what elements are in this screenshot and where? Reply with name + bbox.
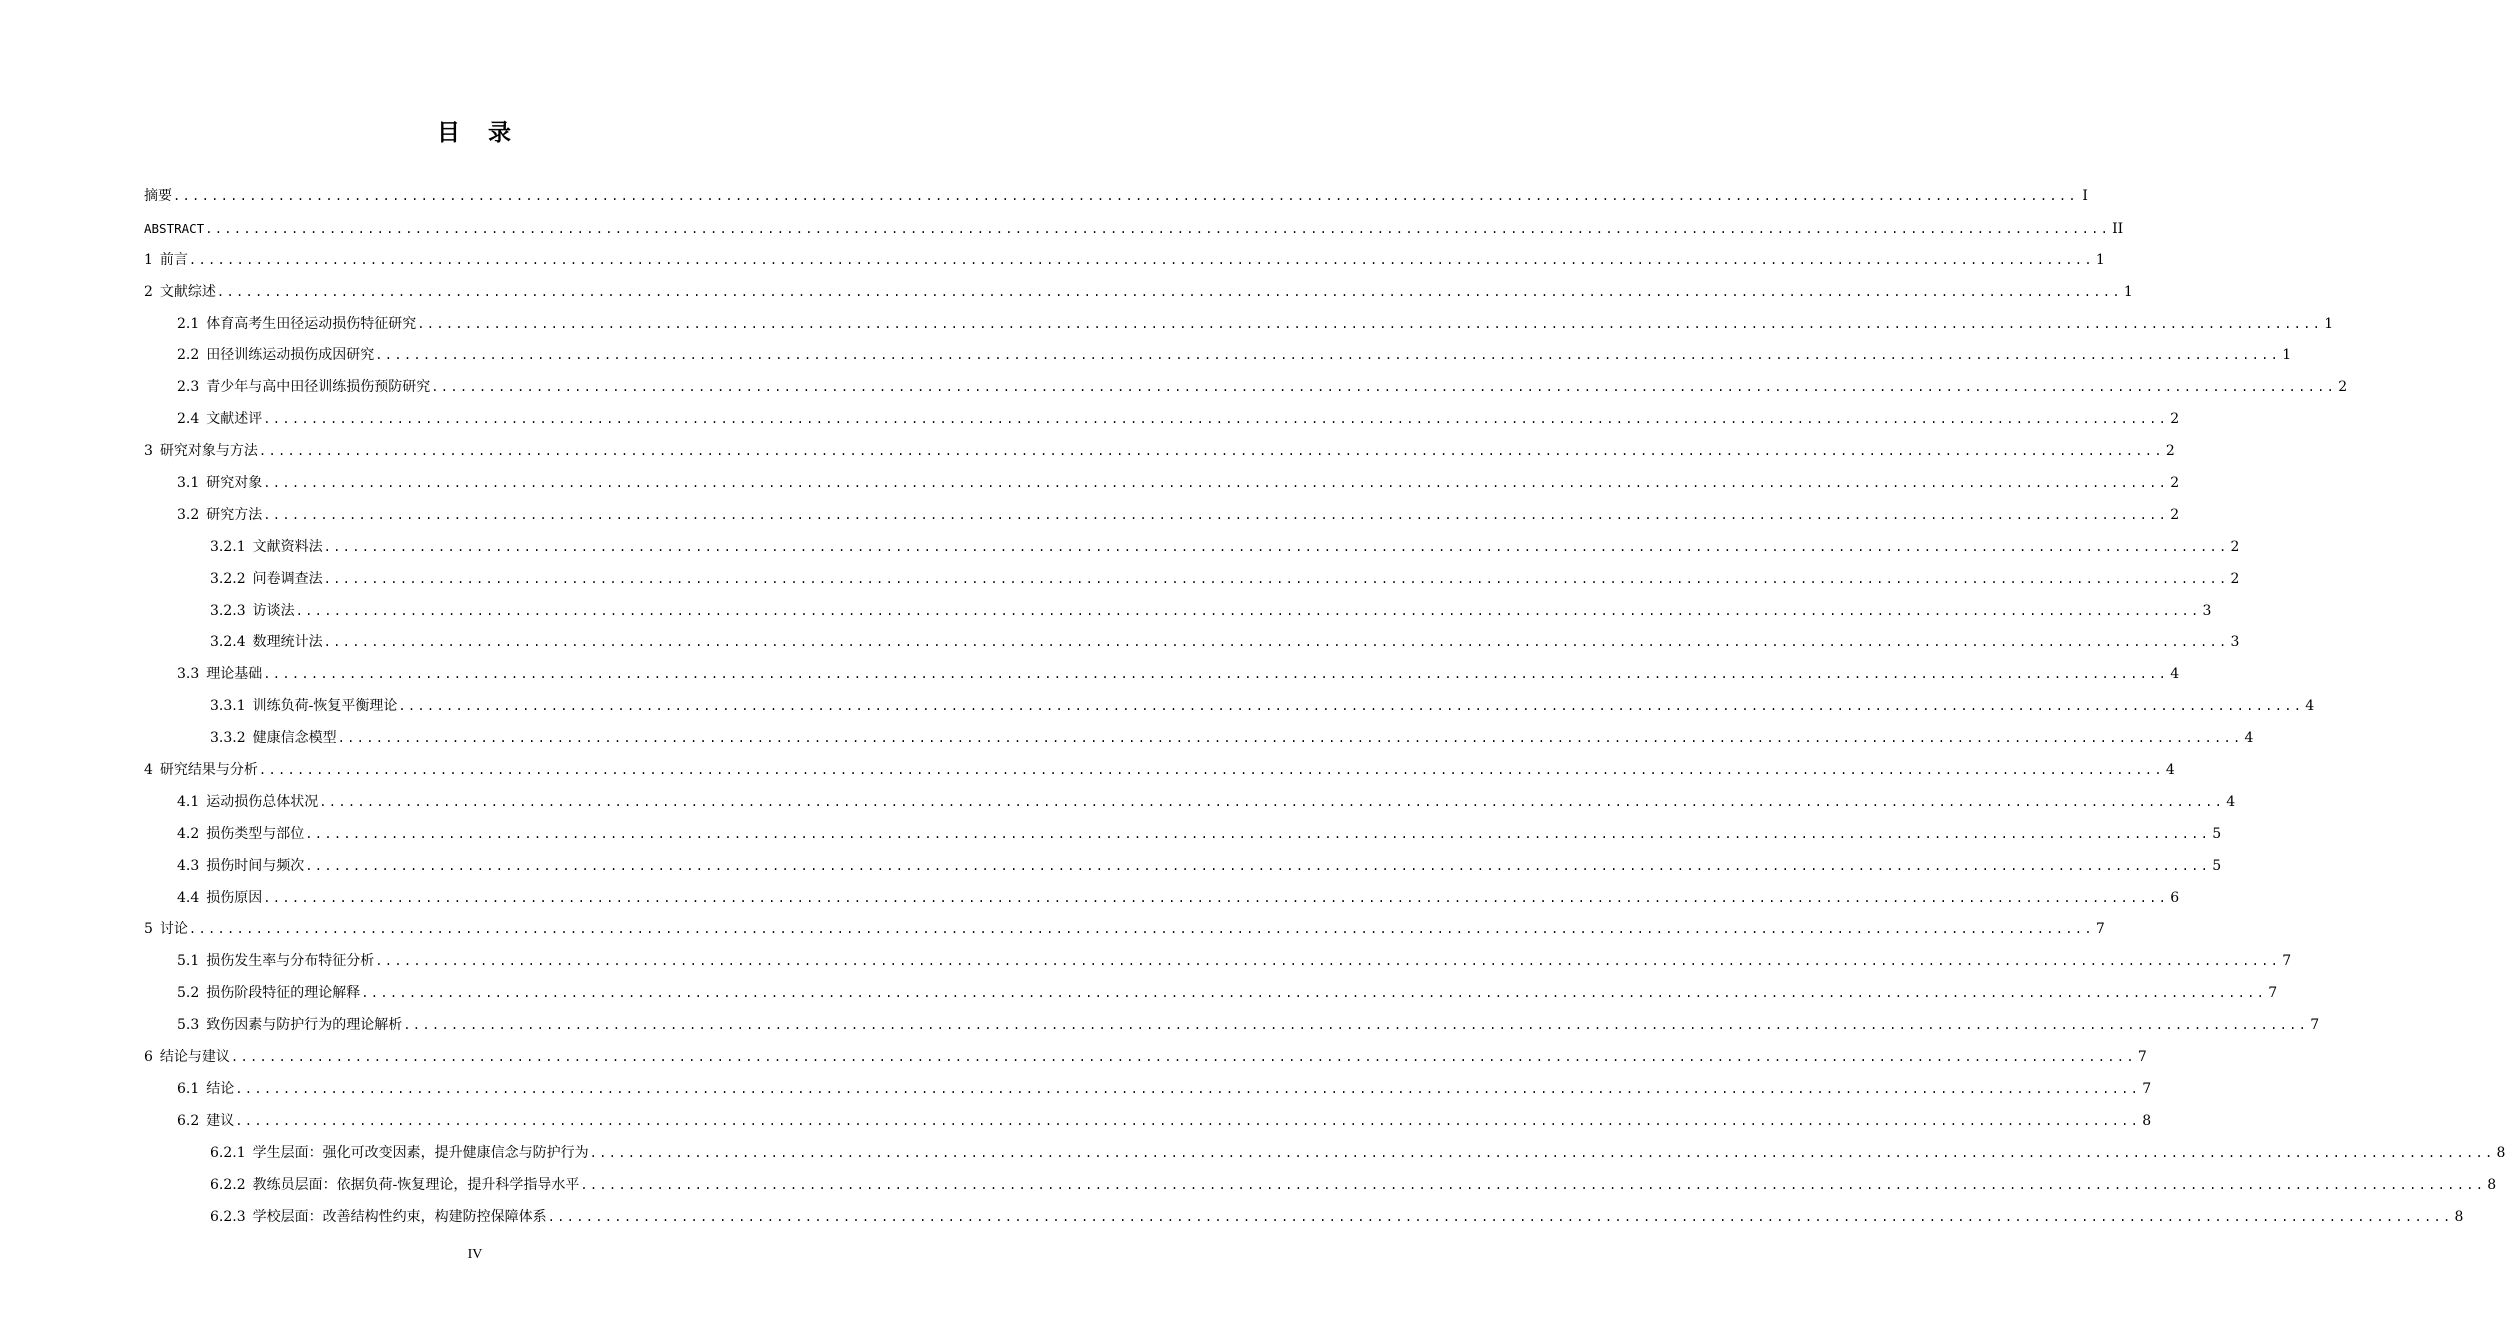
toc-dot-leader: ........................................................................................................................................................................................................ (337, 731, 2243, 746)
toc-entry-title: 损伤类型与部位 (206, 825, 305, 842)
toc-entry[interactable] (144, 564, 2240, 596)
toc-entry[interactable] (144, 1010, 2320, 1042)
toc-entry[interactable] (144, 468, 2180, 500)
toc-dot-leader: ........................................................................................................................................................................................................ (188, 252, 2094, 267)
toc-entry[interactable] (144, 436, 2175, 468)
toc-entry[interactable] (144, 1170, 2497, 1202)
toc-entry-title: 文献综述 (159, 283, 216, 300)
toc-entry[interactable] (144, 883, 2180, 915)
toc-entry-page: 3 (2230, 634, 2240, 651)
toc-entry-page: 2 (2170, 411, 2180, 428)
toc-entry-page: 1 (2123, 283, 2133, 300)
toc-dot-leader: ........................................................................................................................................................................................................ (235, 1113, 2141, 1128)
toc-dot-leader: ........................................................................................................................................................................................................ (580, 1177, 2486, 1192)
toc-entry-page: 1 (2324, 315, 2334, 332)
toc-entry-page: 8 (2142, 1112, 2152, 1129)
toc-entry-title: 青少年与高中田径训练损伤预防研究 (206, 379, 431, 396)
toc-entry-page: 8 (2487, 1176, 2497, 1193)
toc-dot-leader: ........................................................................................................................................................................................................ (589, 1145, 2495, 1160)
toc-entry-number: 2.4 (177, 411, 200, 428)
toc-entry[interactable] (144, 787, 2236, 819)
toc-entry[interactable] (144, 277, 2133, 309)
toc-entry[interactable] (144, 914, 2105, 946)
toc-dot-leader: ........................................................................................................................................................................................................ (263, 412, 2169, 427)
toc-entry-number: 2 (144, 283, 153, 300)
toc-dot-leader: ........................................................................................................................................................................................................ (263, 667, 2169, 682)
toc-entry-number: 4.3 (177, 857, 200, 874)
toc-dot-leader: ........................................................................................................................................................................................................ (375, 954, 2281, 969)
toc-entry[interactable] (144, 372, 2348, 404)
toc-entry-number: 3.3.1 (210, 698, 246, 715)
toc-entry-number: 3.2.4 (210, 634, 246, 651)
toc-entry-page: 3 (2202, 602, 2212, 619)
toc-entry[interactable] (144, 213, 2124, 245)
toc-entry-number: 5.3 (177, 1017, 200, 1034)
toc-entry-number: 3.2.2 (210, 570, 246, 587)
page-title-char-2: 录 (488, 120, 513, 146)
toc-entry-title: 文献资料法 (252, 538, 323, 555)
toc-entry-title: 训练负荷-恢复平衡理论 (252, 698, 398, 715)
toc-entry-title: 访谈法 (252, 602, 295, 619)
toc-entry[interactable] (144, 723, 2254, 755)
toc-entry-title: 研究方法 (206, 506, 263, 523)
toc-entry-page: 4 (2170, 666, 2180, 683)
toc-entry-page: 4 (2165, 762, 2175, 779)
toc-dot-leader: ........................................................................................................................................................................................................ (216, 284, 2122, 299)
toc-entry[interactable] (144, 245, 2105, 277)
toc-dot-leader: ........................................................................................................................................................................................................ (323, 571, 2229, 586)
toc-entry-page: 7 (2137, 1049, 2147, 1066)
toc-entry-number: 3.2.3 (210, 602, 246, 619)
toc-entry-number: 4.1 (177, 793, 200, 810)
toc-entry[interactable] (144, 309, 2334, 341)
toc-entry-number: 1 (144, 251, 153, 268)
toc-dot-leader: ........................................................................................................................................................................................................ (263, 476, 2169, 491)
toc-dot-leader: ........................................................................................................................................................................................................ (319, 794, 2225, 809)
toc-entry-page: 4 (2305, 698, 2315, 715)
toc-dot-leader: ........................................................................................................................................................................................................ (417, 316, 2323, 331)
toc-entry-title: 研究结果与分析 (159, 762, 258, 779)
toc-dot-leader: ........................................................................................................................................................................................................ (375, 348, 2281, 363)
toc-entry[interactable] (144, 659, 2180, 691)
toc-entry-title: 文献述评 (206, 411, 263, 428)
toc-entry-title: 田径训练运动损伤成因研究 (206, 347, 375, 364)
toc-entry-title: 学生层面：强化可改变因素，提升健康信念与防护行为 (252, 1144, 589, 1161)
toc-dot-leader: ........................................................................................................................................................................................................ (188, 922, 2094, 937)
toc-dot-leader: ........................................................................................................................................................................................................ (173, 189, 2078, 203)
toc-entry-title: 问卷调查法 (252, 570, 323, 587)
toc-entry-page: 5 (2212, 857, 2222, 874)
toc-dot-leader: ........................................................................................................................................................................................................ (323, 635, 2229, 650)
toc-entry-title: 致伤因素与防护行为的理论解析 (206, 1017, 403, 1034)
toc-dot-leader: ........................................................................................................................................................................................................ (258, 444, 2164, 459)
toc-entry-page: 2 (2165, 443, 2175, 460)
toc-entry-page: 2 (2230, 570, 2240, 587)
toc-entry-number: 2.2 (177, 347, 200, 364)
toc-entry-number: 4.2 (177, 825, 200, 842)
toc-entry-title: 研究对象 (206, 475, 263, 492)
toc-entry-page: 7 (2268, 985, 2278, 1002)
toc-dot-leader: ........................................................................................................................................................................................................ (263, 507, 2169, 522)
toc-entry-page: 7 (2142, 1080, 2152, 1097)
toc-entry-title: 健康信念模型 (252, 730, 337, 747)
toc-entry[interactable] (144, 946, 2292, 978)
toc-entry-title: 损伤时间与频次 (206, 857, 305, 874)
toc-entry-page: 7 (2095, 921, 2105, 938)
toc-entry-number: 5.1 (177, 953, 200, 970)
page-title-char-1: 目 (437, 120, 462, 146)
page-title (0, 116, 950, 150)
toc-entry-title: 损伤原因 (206, 889, 263, 906)
toc-dot-leader: ........................................................................................................................................................................................................ (403, 1018, 2309, 1033)
toc-entry[interactable] (144, 1202, 2464, 1234)
toc-dot-leader: ........................................................................................................................................................................................................ (295, 603, 2201, 618)
toc-dot-leader: ........................................................................................................................................................................................................ (205, 221, 2111, 236)
toc-entry-page: 7 (2282, 953, 2292, 970)
toc-dot-leader: ........................................................................................................................................................................................................ (431, 380, 2337, 395)
toc-dot-leader: ........................................................................................................................................................................................................ (235, 1081, 2141, 1096)
toc-entry-page: 2 (2170, 475, 2180, 492)
toc-dot-leader: ........................................................................................................................................................................................................ (361, 986, 2267, 1001)
toc-dot-leader: ........................................................................................................................................................................................................ (230, 1050, 2136, 1065)
toc-entry-number: 3 (144, 443, 153, 460)
toc-entry-title: 学校层面：改善结构性约束，构建防控保障体系 (252, 1208, 547, 1225)
toc-entry[interactable] (144, 851, 2222, 883)
toc-entry-page: 2 (2338, 379, 2348, 396)
toc-entry[interactable] (144, 627, 2240, 659)
toc-entry-title: 结论与建议 (159, 1049, 230, 1066)
toc-entry-page: 4 (2226, 793, 2236, 810)
toc-entry-title: 教练员层面：依据负荷-恢复理论，提升科学指导水平 (252, 1176, 580, 1193)
toc-entry[interactable] (144, 596, 2212, 628)
toc-entry-title: 摘要 (144, 188, 172, 204)
toc-entry-page: I (2082, 188, 2088, 204)
toc-entry-number: 6.2.3 (210, 1208, 246, 1225)
toc-entry-title: 前言 (159, 251, 188, 268)
toc-entry-title: 体育高考生田径运动损伤特征研究 (206, 315, 417, 332)
toc-entry-title: 讨论 (159, 921, 188, 938)
toc-entry-page: 6 (2170, 889, 2180, 906)
toc-entry-number: 2.1 (177, 315, 200, 332)
toc-entry-number: 4.4 (177, 889, 200, 906)
toc-entry-number: 6.2.2 (210, 1176, 246, 1193)
toc-entry[interactable] (144, 691, 2315, 723)
toc-entry[interactable] (144, 819, 2222, 851)
toc-entry-number: 6.1 (177, 1080, 200, 1097)
toc-dot-leader: ........................................................................................................................................................................................................ (398, 699, 2304, 714)
toc-dot-leader: ........................................................................................................................................................................................................ (258, 763, 2164, 778)
toc-entry-title: 数理统计法 (252, 634, 323, 651)
toc-entry-page: 8 (2454, 1208, 2464, 1225)
toc-entry-number: 3.3 (177, 666, 200, 683)
toc-entry-title: ABSTRACT (144, 220, 205, 236)
toc-entry-page: 4 (2244, 730, 2254, 747)
toc-entry-page: 5 (2212, 825, 2222, 842)
toc-entry[interactable] (144, 1138, 2505, 1170)
toc-entry-number: 3.2 (177, 506, 200, 523)
toc-entry-number: 5.2 (177, 985, 200, 1002)
toc-entry-number: 6.2.1 (210, 1144, 246, 1161)
toc-entry[interactable] (144, 1074, 2152, 1106)
toc-entry-page: 1 (2282, 347, 2292, 364)
toc-dot-leader: ........................................................................................................................................................................................................ (323, 539, 2229, 554)
toc-entry-title: 建议 (206, 1112, 235, 1129)
toc-entry[interactable] (144, 181, 2088, 213)
toc-entry-title: 结论 (206, 1080, 235, 1097)
toc-entry-title: 研究对象与方法 (159, 443, 258, 460)
toc-entry[interactable] (144, 500, 2180, 532)
toc-entry-number: 3.2.1 (210, 538, 246, 555)
toc-entry-number: 2.3 (177, 379, 200, 396)
toc-entry[interactable] (144, 404, 2180, 436)
toc-entry-page: 8 (2496, 1144, 2505, 1161)
toc-entry[interactable] (144, 532, 2240, 564)
toc-entry-number: 3.3.2 (210, 730, 246, 747)
toc-entry-title: 运动损伤总体状况 (206, 793, 319, 810)
toc-entry-number: 6 (144, 1049, 153, 1066)
toc-entry-number: 5 (144, 921, 153, 938)
toc-entry-title: 理论基础 (206, 666, 263, 683)
page-number: IV (467, 1247, 483, 1262)
toc-entry-page: 7 (2310, 1017, 2320, 1034)
toc-entry[interactable] (144, 1106, 2152, 1138)
table-of-contents (144, 181, 2505, 1233)
toc-entry-page: 1 (2095, 251, 2105, 268)
toc-dot-leader: ........................................................................................................................................................................................................ (263, 890, 2169, 905)
toc-dot-leader: ........................................................................................................................................................................................................ (305, 858, 2211, 873)
toc-entry-number: 4 (144, 762, 153, 779)
toc-entry-page: II (2112, 220, 2124, 237)
toc-entry[interactable] (144, 340, 2292, 372)
toc-entry-page: 2 (2170, 506, 2180, 523)
toc-entry[interactable] (144, 1042, 2147, 1074)
toc-dot-leader: ........................................................................................................................................................................................................ (305, 826, 2211, 841)
toc-entry-title: 损伤阶段特征的理论解释 (206, 985, 361, 1002)
toc-dot-leader: ........................................................................................................................................................................................................ (547, 1209, 2453, 1224)
toc-entry-title: 损伤发生率与分布特征分析 (206, 953, 375, 970)
toc-entry[interactable] (144, 978, 2278, 1010)
toc-entry-number: 3.1 (177, 475, 200, 492)
toc-entry[interactable] (144, 755, 2175, 787)
toc-entry-number: 6.2 (177, 1112, 200, 1129)
toc-entry-page: 2 (2230, 538, 2240, 555)
